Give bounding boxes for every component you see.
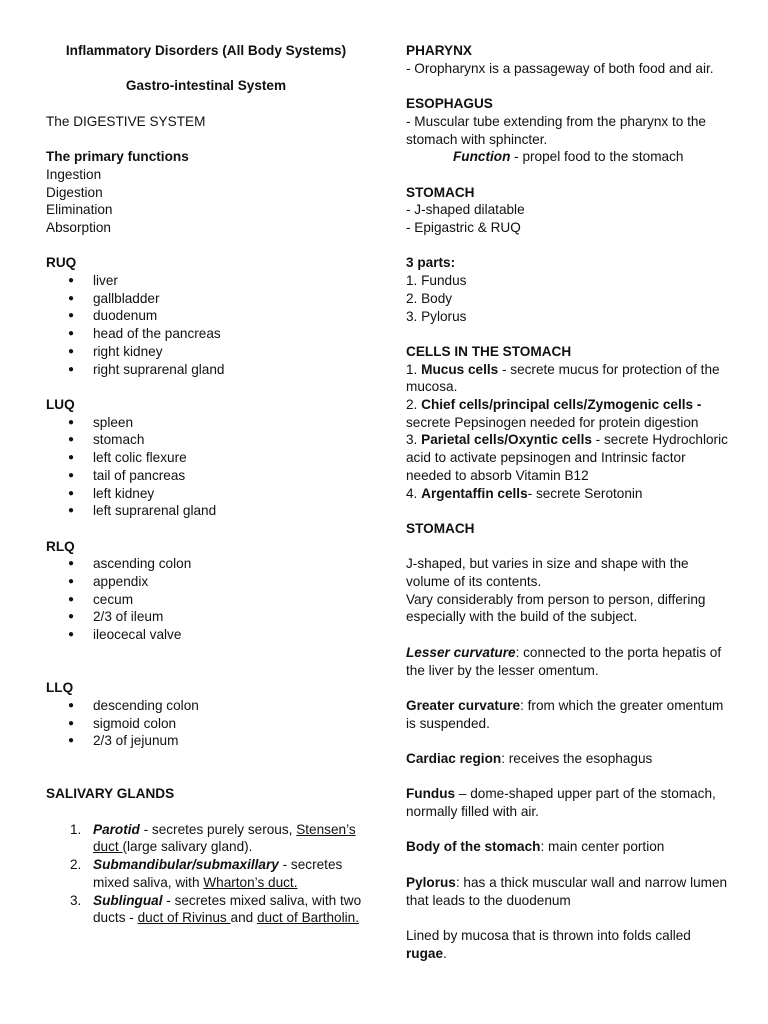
list-item: ● ileocecal valve: [46, 626, 366, 644]
greater-curvature: Greater curvature: from which the greater omentum is suspended.: [406, 697, 724, 731]
salivary-glands-list: [46, 821, 366, 927]
llq-heading: LLQ: [46, 680, 74, 696]
list-item: ● cecum: [46, 591, 366, 609]
list-item: ● 2/3 of ileum: [46, 608, 366, 626]
primary-function-item: Digestion: [46, 184, 103, 200]
part-item: 2. Body: [406, 290, 453, 306]
rlq-heading: RLQ: [46, 538, 75, 554]
rlq-list: [46, 555, 366, 644]
cell-item: 4. Argentaffin cells- secrete Serotonin: [406, 485, 643, 501]
luq-list: [46, 414, 366, 520]
list-item: ● tail of pancreas: [46, 467, 366, 485]
pylorus: Pylorus: has a thick muscular wall and narrow lumen that leads to the duodenum: [406, 874, 728, 908]
cells-heading: CELLS IN THE STOMACH: [406, 343, 572, 359]
primary-function-item: Absorption: [46, 219, 111, 235]
ruq-list: [46, 272, 366, 378]
list-item: ● left suprarenal gland: [46, 502, 366, 520]
list-item: ● duodenum: [46, 307, 366, 325]
pharynx-heading: PHARYNX: [406, 43, 472, 58]
stomach-line: - J-shaped dilatable: [406, 202, 525, 218]
primary-functions-heading: The primary functions: [46, 149, 189, 165]
right-column: [406, 42, 728, 962]
rugae-line: Lined by mucosa that is thrown into folds called rugae.: [406, 927, 691, 961]
digestive-system-line: The DIGESTIVE SYSTEM: [46, 113, 206, 129]
list-item: ● right suprarenal gland: [46, 361, 366, 379]
esophagus-heading: ESOPHAGUS: [406, 96, 493, 112]
body-of-stomach: Body of the stomach: main center portion: [406, 839, 665, 855]
list-item: ● head of the pancreas: [46, 325, 366, 343]
primary-function-item: Elimination: [46, 202, 113, 218]
stomach-paragraph: Vary considerably from person to person, differing especially with the build of the subject.: [406, 591, 706, 625]
list-item: ● appendix: [46, 573, 366, 591]
cardiac-region: Cardiac region: receives the esophagus: [406, 750, 653, 766]
esophagus-text: - Muscular tube extending from the pharynx to the stomach with sphincter.: [406, 113, 706, 147]
list-item: ● 2/3 of jejunum: [46, 732, 366, 750]
list-item: 1. Parotid - secretes purely serous, Stensen’s duct (large salivary gland).: [70, 821, 356, 855]
list-item: ● liver: [46, 272, 366, 290]
list-item: ● gallbladder: [46, 290, 366, 308]
list-item: 2. Submandibular/submaxillary - secretes mixed saliva, with Wharton’s duct.: [70, 857, 343, 890]
list-item: ● descending colon: [46, 697, 366, 715]
document-title: Inflammatory Disorders (All Body Systems): [65, 43, 347, 58]
left-column: [46, 42, 366, 927]
stomach-heading: STOMACH: [406, 184, 475, 200]
part-item: 3. Pylorus: [406, 308, 467, 324]
list-item: ● right kidney: [46, 343, 366, 361]
list-item: ● spleen: [46, 414, 366, 432]
list-item: ● sigmoid colon: [46, 715, 366, 733]
pharynx-text: - Oropharynx is a passageway of both food and air.: [406, 60, 714, 76]
list-item: 3. Sublingual - secretes mixed saliva, with two ducts - duct of Rivinus and duct of Bartholin.: [70, 892, 362, 926]
list-item: ● left kidney: [46, 485, 366, 503]
cell-item: 1. Mucus cells - secrete mucus for protection of the mucosa.: [406, 361, 720, 395]
lesser-curvature: Lesser curvature: connected to the porta hepatis of the liver by the lesser omentum.: [406, 644, 722, 678]
primary-function-item: Ingestion: [46, 166, 102, 182]
stomach-paragraph: J-shaped, but varies in size and shape with the volume of its contents.: [406, 556, 689, 589]
fundus: Fundus – dome-shaped upper part of the stomach, normally filled with air.: [406, 786, 716, 820]
list-item: ● stomach: [46, 431, 366, 449]
document-subtitle: Gastro-intestinal System: [125, 78, 287, 94]
part-item: 1. Fundus: [406, 273, 467, 289]
list-item: ● left colic flexure: [46, 449, 366, 467]
luq-heading: LUQ: [46, 396, 75, 412]
stomach-details-heading: STOMACH: [406, 520, 475, 536]
parts-heading: 3 parts:: [406, 255, 456, 271]
cell-item: 3. Parietal cells/Oxyntic cells - secrete Hydrochloric acid to activate pepsinogen and Intrinsic factor needed to absorb Vitamin B12: [406, 432, 728, 483]
salivary-glands-heading: SALIVARY GLANDS: [46, 786, 175, 802]
esophagus-function: Function - propel food to the stomach: [453, 149, 684, 165]
stomach-line: - Epigastric & RUQ: [406, 220, 521, 235]
list-item: ● ascending colon: [46, 555, 366, 573]
ruq-heading: RUQ: [46, 255, 77, 271]
cell-item: 2. Chief cells/principal cells/Zymogenic cells - secrete Pepsinogen needed for protein digestion: [406, 397, 702, 430]
llq-list: [46, 697, 366, 750]
